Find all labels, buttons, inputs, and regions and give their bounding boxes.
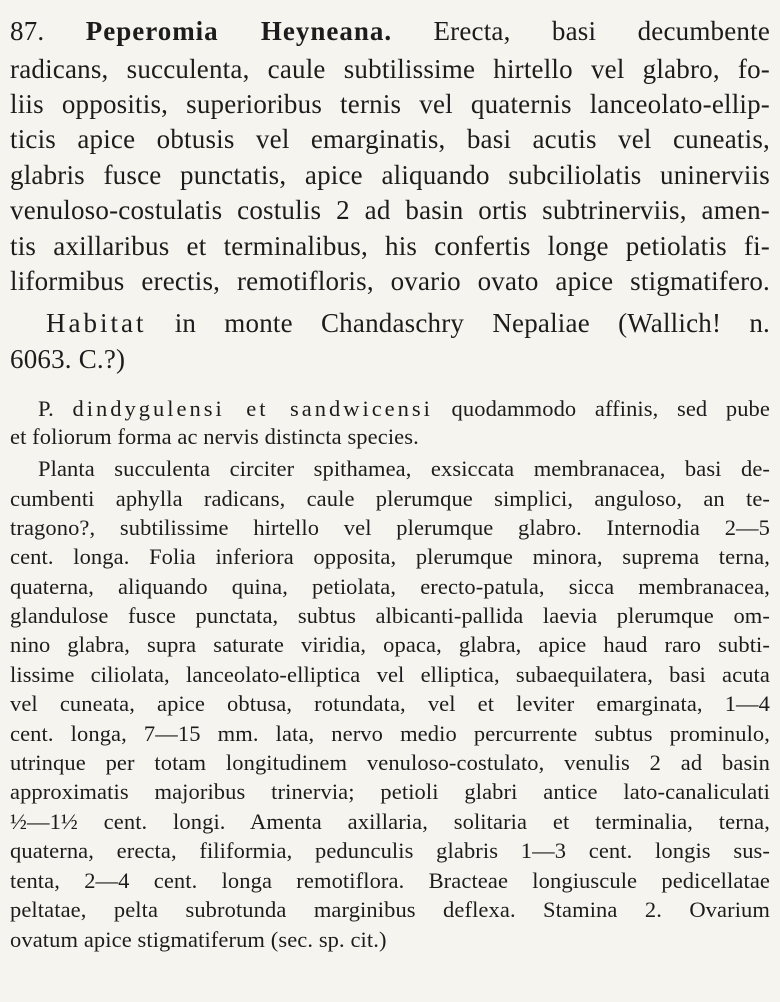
description-line: lissime ciliolata, lanceolato-elliptica vel elliptica, subaequilatera, basi acuta bbox=[10, 662, 770, 687]
description-line: cent. longa. Folia inferiora opposita, plerumque minora, suprema terna, bbox=[10, 544, 770, 569]
description-line: nino glabra, supra saturate viridia, opaca, glabra, apice haud raro subti- bbox=[10, 632, 770, 657]
description-line: glandulose fusce punctata, subtus albicanti-pallida laevia plerumque om- bbox=[10, 603, 770, 628]
note-text: quodammodo affinis, sed pube bbox=[451, 396, 770, 421]
note-line bbox=[38, 395, 770, 423]
description-line: ovatum apice stigmatiferum (sec. sp. cit.) bbox=[10, 927, 387, 952]
diagnosis-line: tis axillaribus et terminalibus, his confertis longe petiolatis fi- bbox=[10, 231, 770, 261]
description-line: utrinque per totam longitudinem venuloso-costulato, venulis 2 ad basin bbox=[10, 750, 770, 775]
diagnosis-line: venuloso-costulatis costulis 2 ad basin ortis subtrinerviis, amen- bbox=[10, 195, 770, 225]
habitat-text: in monte Chandaschry Nepaliae (Wallich! n. bbox=[174, 308, 770, 338]
species-name: Peperomia Heyneana. bbox=[85, 16, 393, 46]
note-species-names: dindygulensi et sandwicensi bbox=[72, 396, 433, 421]
note-abbrev: P. bbox=[38, 396, 54, 421]
description-line: approximatis majoribus trinervia; petioli glabri antice lato-canaliculati bbox=[10, 779, 770, 804]
description-line: tenta, 2—4 cent. longa remotiflora. Bracteae longiuscule pedicellatae bbox=[10, 868, 770, 893]
habitat-continuation: 6063. C.?) bbox=[10, 344, 126, 374]
diagnosis-line: radicans, succulenta, caule subtilissime hirtello vel glabro, fo- bbox=[10, 54, 770, 84]
diagnosis-start: Erecta, basi decumbente bbox=[433, 16, 770, 46]
description-line: vel cuneata, apice obtusa, rotundata, vel et leviter emarginata, 1—4 bbox=[10, 691, 770, 716]
entry-heading-line bbox=[10, 14, 770, 48]
diagnosis-line: ticis apice obtusis vel emarginatis, basi acutis vel cuneatis, bbox=[10, 124, 770, 154]
note-line: et foliorum forma ac nervis distincta species. bbox=[10, 424, 419, 449]
description-line: peltatae, pelta subrotunda marginibus deflexa. Stamina 2. Ovarium bbox=[10, 897, 770, 922]
diagnosis-line: liformibus erectis, remotifloris, ovario ovato apice stigmatifero. bbox=[10, 266, 770, 296]
description-line: cumbenti aphylla radicans, caule plerumque simplici, anguloso, an te- bbox=[10, 486, 770, 511]
description-line: ½—1½ cent. longi. Amenta axillaria, solitaria et terminalia, terna, bbox=[10, 809, 770, 834]
diagnosis-line: liis oppositis, superioribus ternis vel quaternis lanceolato-ellip- bbox=[10, 89, 770, 119]
description-line: Planta succulenta circiter spithamea, exsiccata membranacea, basi de- bbox=[38, 456, 770, 481]
habitat-label: Habitat bbox=[46, 308, 147, 338]
description-line: quaterna, erecta, filiformia, pedunculis glabris 1—3 cent. longis sus- bbox=[10, 838, 770, 863]
entry-number: 87. bbox=[10, 16, 45, 46]
habitat-line bbox=[46, 306, 770, 340]
diagnosis-line: glabris fusce punctatis, apice aliquando subciliolatis uninerviis bbox=[10, 160, 770, 190]
description-line: tragono?, subtilissime hirtello vel plerumque glabro. Internodia 2—5 bbox=[10, 515, 770, 540]
description-line: cent. longa, 7—15 mm. lata, nervo medio percurrente subtus prominulo, bbox=[10, 721, 770, 746]
description-line: quaterna, aliquando quina, petiolata, erecto-patula, sicca membranacea, bbox=[10, 574, 770, 599]
